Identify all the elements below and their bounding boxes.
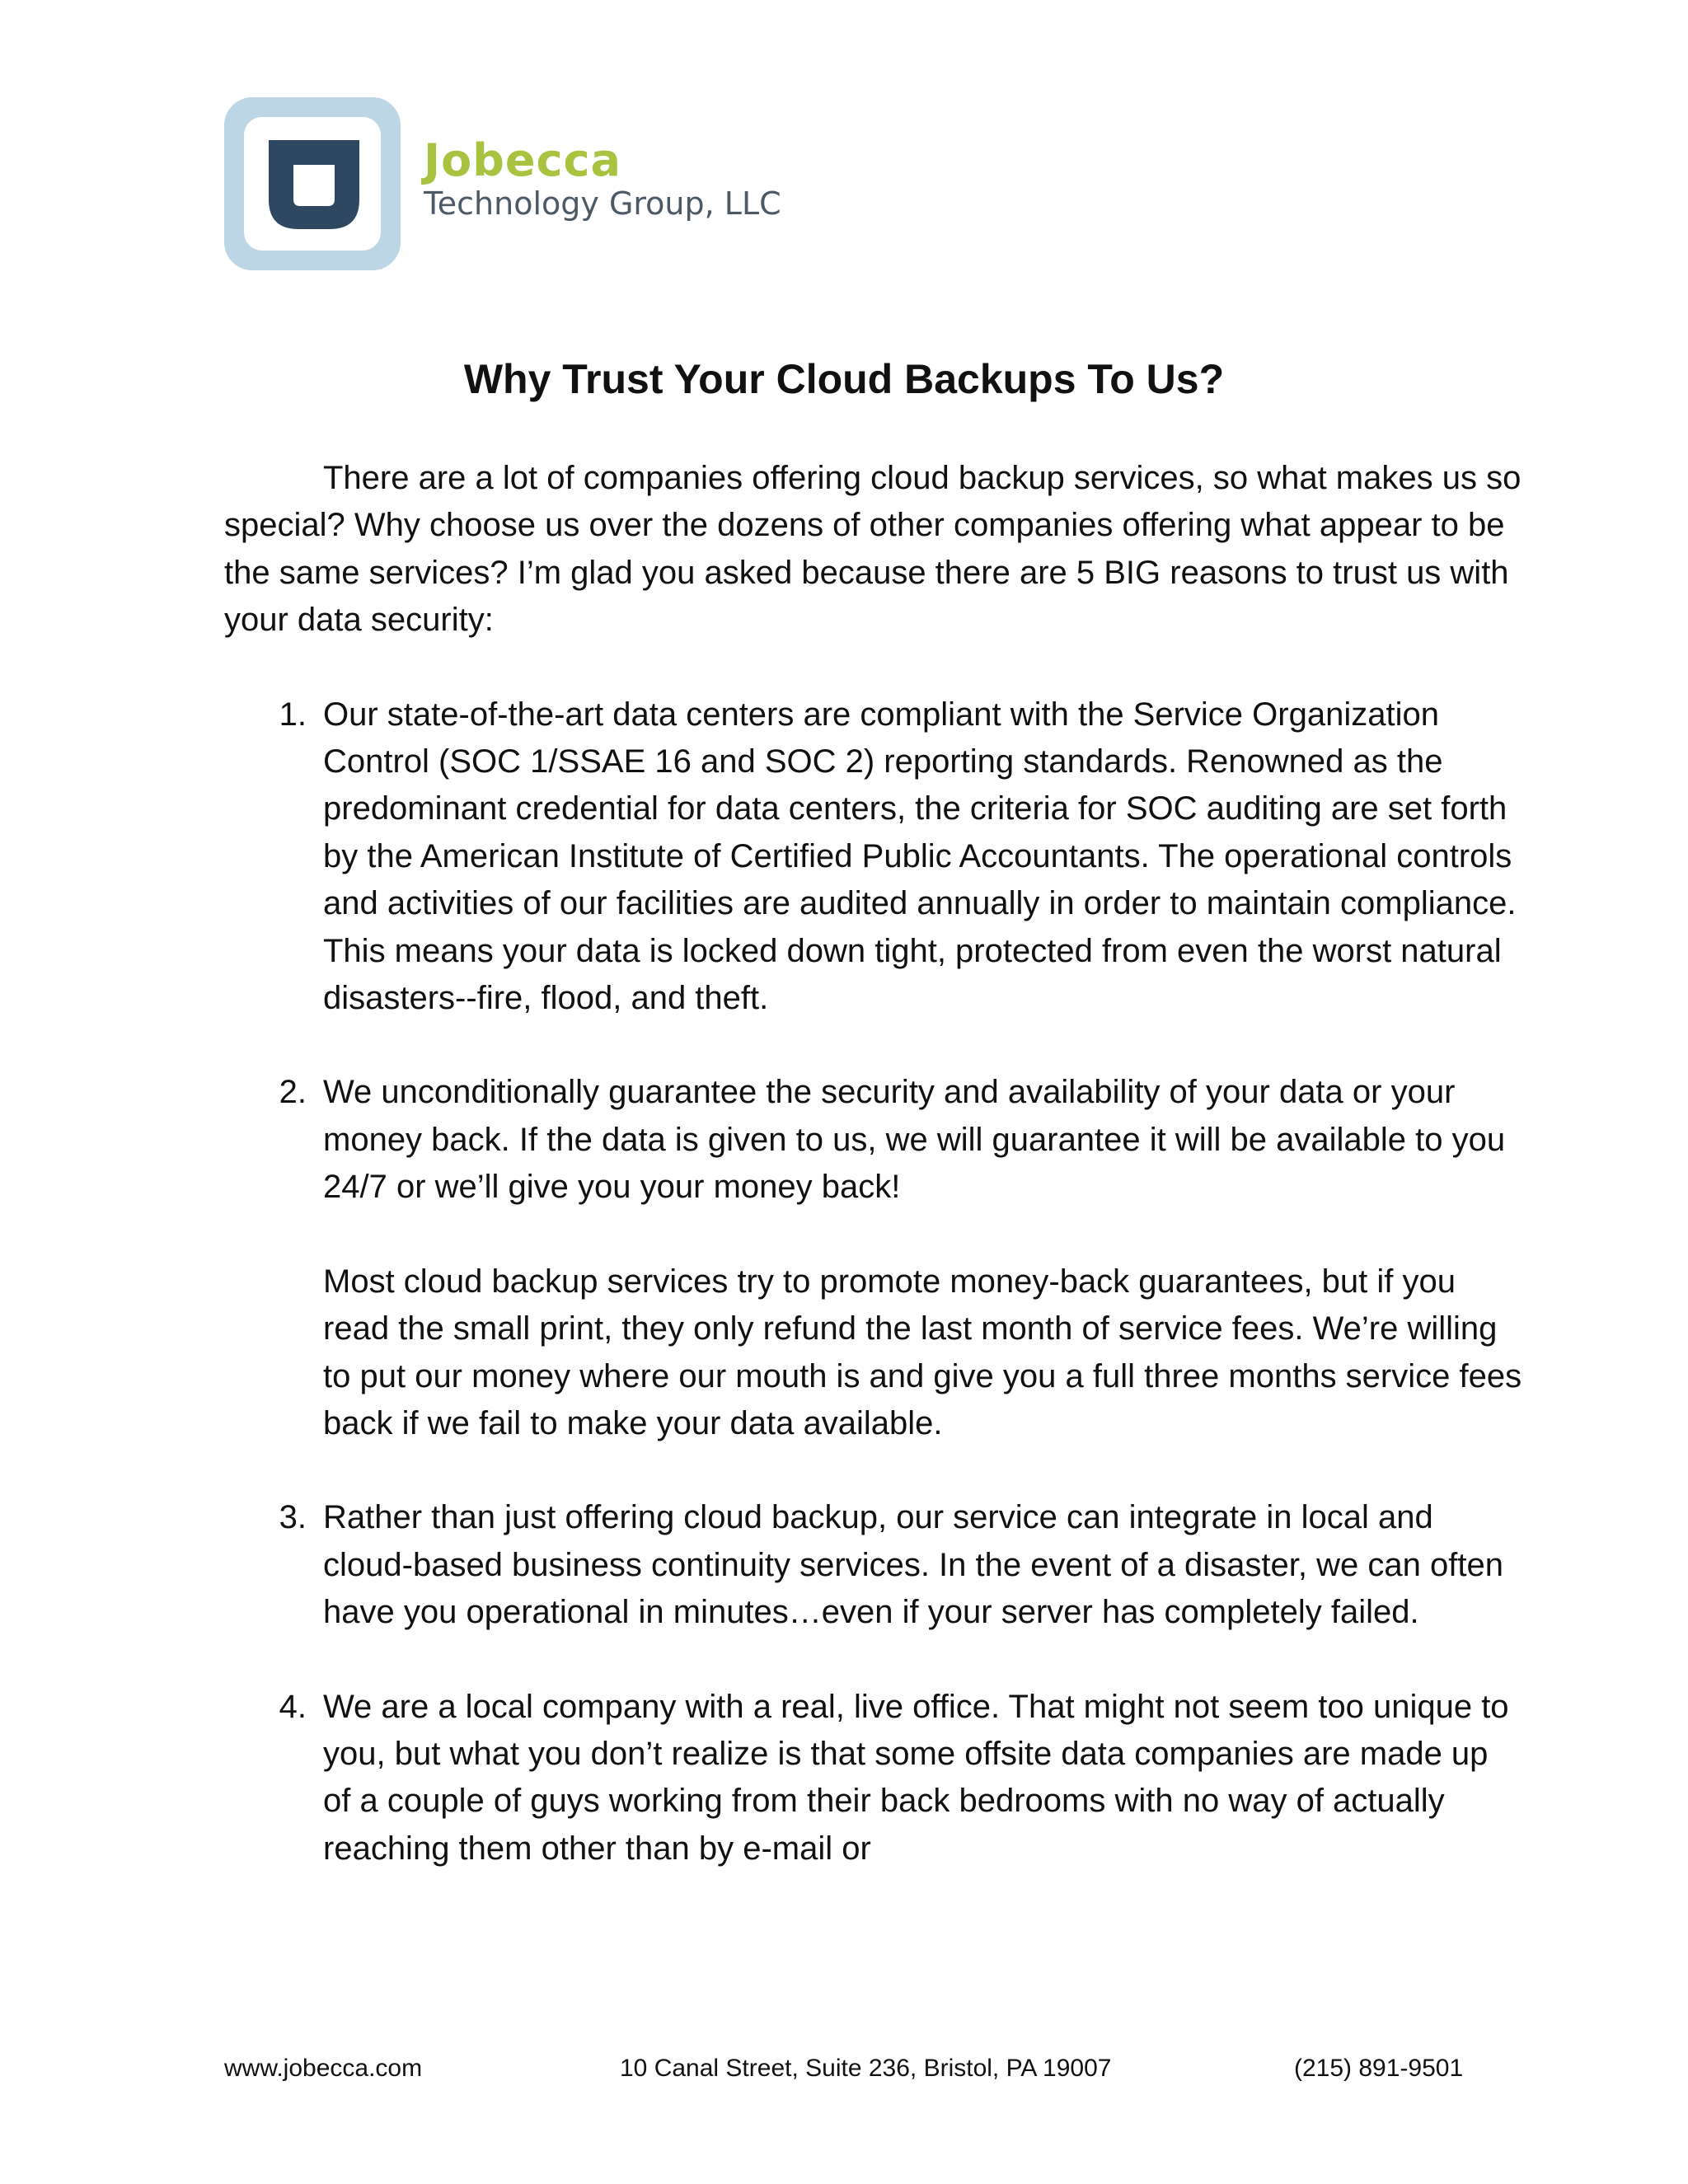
- list-item-text: We are a local company with a real, live office. That might not seem too unique to you, but what you don’t realize is that some offsite data companies are made up of a couple of guys working from their back bedrooms with no way of actually reaching them other than by e-mail or: [323, 1688, 1509, 1867]
- list-item: [224, 1684, 1522, 1873]
- footer-website: www.jobecca.com: [224, 2055, 423, 2082]
- intro-paragraph: There are a lot of companies offering cloud backup services, so what makes us so special? Why choose us over the dozens of other companies offering what appear to be the same services? I’m glad you asked because there are 5 BIG reasons to trust us with your data security:: [224, 460, 1522, 639]
- logo-company-name: Jobecca: [424, 134, 621, 186]
- list-item-text: Rather than just offering cloud backup, our service can integrate in local and cloud-based business continuity services. In the event of a disaster, we can often have you operational in minutes…even if your server has completely failed.: [323, 1499, 1503, 1631]
- list-item-number: 4.: [279, 1688, 307, 1725]
- document-body: [224, 455, 1522, 1919]
- j-logo-icon: [224, 97, 401, 270]
- page-title: Why Trust Your Cloud Backups To Us?: [463, 356, 1225, 402]
- list-item: [224, 1494, 1522, 1636]
- footer-address: 10 Canal Street, Suite 236, Bristol, PA 19007: [620, 2055, 1112, 2082]
- list-item-number: 3.: [279, 1499, 307, 1536]
- list-item-text: Most cloud backup services try to promote money-back guarantees, but if you read the small print, they only refund the last month of service fees. We’re willing to put our money where our mouth is and give you a full three months service fees back if we fail to make your data available.: [323, 1263, 1522, 1441]
- list-item-text: We unconditionally guarantee the security and availability of your data or your money back. If the data is given to us, we will guarantee it will be available to you 24/7 or we’ll give you your money back!: [323, 1074, 1506, 1206]
- company-logo: [224, 97, 781, 270]
- list-item: [224, 1069, 1522, 1447]
- list-item-number: 1.: [279, 696, 307, 733]
- list-item-number: 2.: [279, 1074, 307, 1111]
- reasons-list: [224, 691, 1522, 1873]
- list-item-text: Our state-of-the-art data centers are compliant with the Service Organization Control (SOC 1/SSAE 16 and SOC 2) reporting standards. Renowned as the predominant credential for data centers, the criteria for SOC auditing are set forth by the American Institute of Certified Public Accountants. The operational controls and activities of our facilities are audited annually in order to maintain compliance. This means your data is locked down tight, protected from even the worst natural disasters--fire, flood, and theft.: [323, 696, 1517, 1017]
- footer-phone: (215) 891-9501: [1294, 2055, 1464, 2082]
- logo-company-subtitle: Technology Group, LLC: [424, 185, 781, 222]
- list-item: [224, 691, 1522, 1023]
